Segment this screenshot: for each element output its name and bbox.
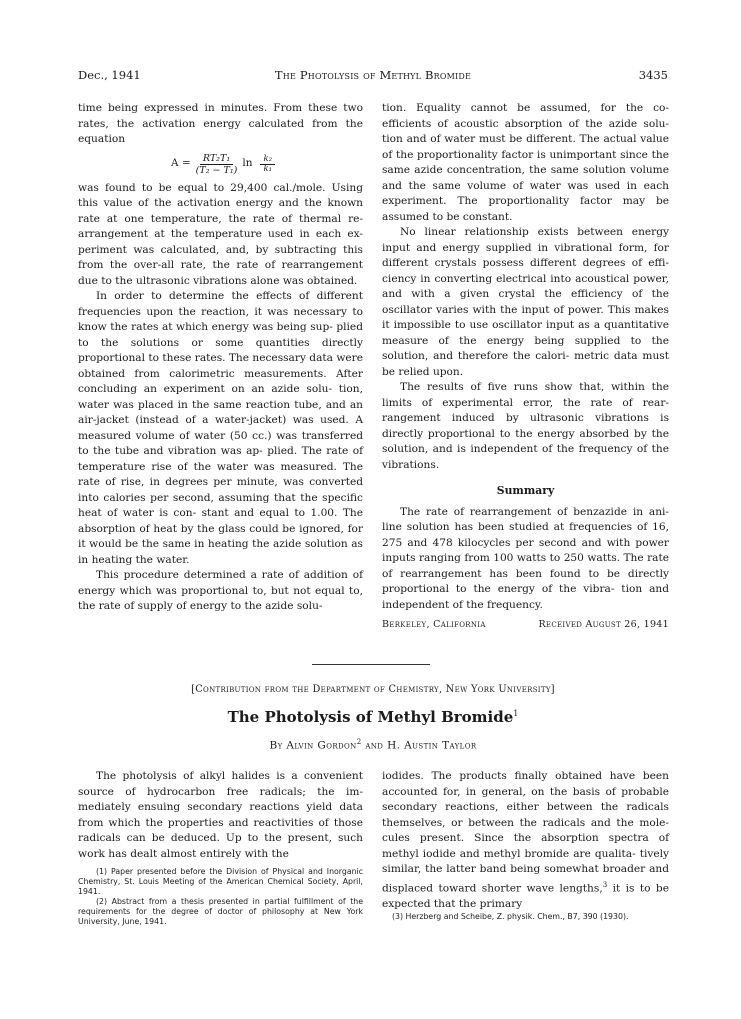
footnote-marker: 3 [602,880,608,889]
contribution-line: [Contribution from the Department of Chemistry, New York University] [191,684,555,695]
paragraph-text: it is to be expected that the primary [382,882,669,910]
paragraph: The photolysis of alkyl halides is a convenient source of hydrocarbon free radicals; the im- mediately ensuing secondary reactions yield data from which the properties and reactivities of those radicals can be deduced. Up to the present, such work has dealt almost entirely with the [78,770,363,860]
paragraph: This procedure determined a rate of addition of energy which was proportional to, but not equal to, the rate of supply of energy to the azide solu- [78,569,363,612]
author-name: Alvin Gordon [286,739,357,752]
summary-heading: Summary [496,484,555,497]
left-column-top [78,101,363,615]
left-column-bottom [78,769,363,927]
and-label: and [365,739,384,752]
paragraph: was found to be equal to 29,400 cal./mole. Using this value of the activation energy and the known rate at one temperature, the rate of thermal re- arrangement at the temperature used in each ex- periment was calculated, and, by subtracting this from the over-all rate, the rate of rearrangement due to the ultrasonic vibrations alone was obtained. [78,181,363,287]
signature-line [382,617,669,633]
page-header [78,68,668,82]
equation-numerator: RT₂T₁ [200,153,233,165]
activation-energy-equation [78,148,363,181]
paragraph: tion. Equality cannot be assumed, for the co- efficients of acoustic absorption of the azide solu- tion and of water must be different. The actual value of the proportionality factor is unimportant since the same azide concentration, the same solution volume and the same volume of water was used in each experiment. The proportionality factor may be assumed to be constant. [382,102,669,223]
right-column-bottom [382,769,669,922]
rate-numerator: k₂ [260,155,275,165]
running-title: The Photolysis of Methyl Bromide [274,68,472,82]
paragraph: The results of five runs show that, within the limits of experimental error, the rate of rear- rangement induced by ultrasonic vibrations is directly proportional to the energy absorbed by the solution, and is independent of the frequency of the vibrations. [382,381,669,471]
summary-paragraph: The rate of rearrangement of benzazide in ani- line solution has been studied at frequencies of 16, 275 and 478 kilocycles per second and with power inputs ranging from 100 watts to 250 watts. The rate of rearrangement has been found to be directly proportional to the energy of the vibra- tion and independent of the frequency. [382,505,669,611]
right-column-top [382,101,669,633]
section-divider [312,664,430,665]
by-label: By [269,739,283,752]
received-date: Received August 26, 1941 [538,619,669,630]
equation-lhs: A = [170,157,191,170]
equation-ln: ln [242,157,253,170]
paragraph: time being expressed in minutes. From these two rates, the activation energy calculated from the equation [78,102,363,145]
page-number: 3435 [638,68,668,82]
author-name: H. Austin Taylor [387,739,477,752]
paragraph [382,769,669,912]
equation-fraction [196,153,238,176]
paragraph-text: iodides. The products finally obtained have been accounted for, in general, on the basis of probable secondary reactions, either between the radicals themselves, or between the radicals and the mole- cules present. Since the absorption spectra of methyl iodide and methyl bromide are qualita- tively similar, the latter band being somewhat broader and displaced toward shorter wave lengths, [382,770,669,895]
issue-date: Dec., 1941 [78,68,141,82]
footnote: (1) Paper presented before the Division of Physical and Inorganic Chemistry, St. Louis Meeting of the American Chemical Society, April, 1941. [78,867,363,896]
rate-denominator: k₁ [263,163,273,174]
article-title-text: The Photolysis of Methyl Bromide [227,708,514,726]
equation-denominator: (T₂ − T₁) [195,164,238,176]
place-of-origin: Berkeley, California [382,619,486,630]
rate-ratio [260,155,275,174]
footnote: (3) Herzberg and Scheibe, Z. physik. Chem., B7, 390 (1930). [392,912,629,922]
title-footnote-marker: 1 [513,709,519,718]
article-title [78,708,668,726]
paragraph: In order to determine the effects of different frequencies upon the reaction, it was necessary to know the rates at which energy was being sup- plied to the solutions or some quantities directly proportional to these rates. The necessary data were obtained from calorimetric measurements. After concluding an experiment on an azide solu- tion, water was placed in the same reaction tube, and an air-jacket (instead of a water-jacket) was used. A measured volume of water (50 cc.) was transferred to the tube and vibration was ap- plied. The rate of temperature rise of the water was measured. The rate of rise, in degrees per minute, was converted into calories per second, assuming that the specific heat of water is con- stant and equal to 1.00. The absorption of heat by the glass could be ignored, for it would be the same in heating the azide solution as in heating the water. [78,290,364,566]
footnote: (2) Abstract from a thesis presented in partial fulfillment of the requirements for the degree of doctor of philosophy at New York University, June, 1941. [78,897,363,926]
author-line [78,738,668,752]
paragraph: No linear relationship exists between energy input and energy supplied in vibrational form, for different crystals possess different degrees of effi- ciency in converting electrical into acoustical power, and with a given crystal the efficiency of the oscillator varies with the input of power. This makes it impossible to use oscillator input as a quantitative measure of the energy being supplied to the solution, and therefore the calori- metric data must be relied upon. [382,226,669,378]
author-footnote-marker: 2 [356,738,362,746]
